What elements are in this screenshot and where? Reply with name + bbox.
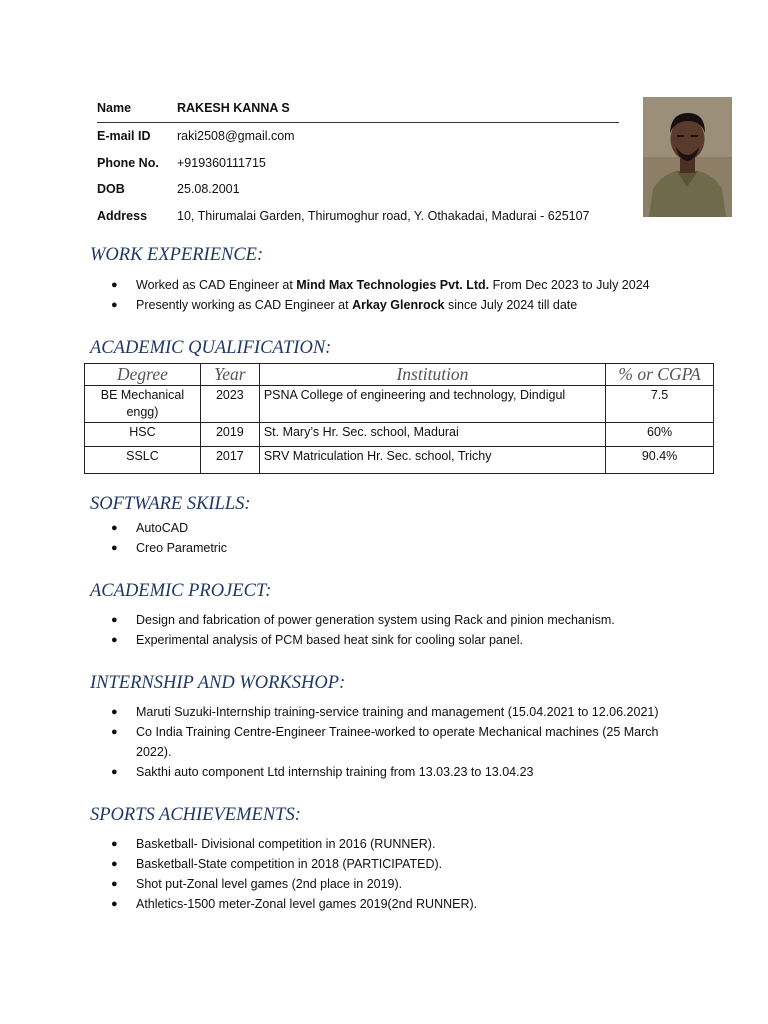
list-item: ● Athletics-1500 meter-Zonal level games 2019(2nd RUNNER). — [111, 894, 671, 914]
email-row — [97, 123, 619, 150]
list-item: ● Experimental analysis of PCM based heat sink for cooling solar panel. — [111, 630, 671, 650]
year-cell: 2019 — [200, 423, 259, 447]
list-item: ● Design and fabrication of power generation system using Rack and pinion mechanism. — [111, 610, 671, 630]
software-skills-list — [111, 518, 671, 558]
bullet-icon: ● — [111, 522, 118, 534]
name-value: RAKESH KANNA S — [177, 100, 290, 115]
software-skills-heading: SOFTWARE SKILLS: — [90, 494, 251, 514]
bullet-icon: ● — [111, 858, 118, 870]
dob-value: 25.08.2001 — [177, 182, 240, 197]
column-header: % or CGPA — [606, 364, 714, 386]
list-item: ● Presently working as CAD Engineer at Arkay Glenrock since July 2024 till date — [111, 295, 671, 315]
phone-row — [97, 150, 619, 177]
list-item: ● Basketball- Divisional competition in 2016 (RUNNER). — [111, 834, 671, 854]
institution-cell: SRV Matriculation Hr. Sec. school, Trichy — [259, 447, 605, 474]
bullet-icon: ● — [111, 542, 118, 554]
degree-cell: HSC — [85, 423, 201, 447]
name-label: Name — [97, 100, 132, 115]
academic-qualification-heading: ACADEMIC QUALIFICATION: — [90, 338, 332, 358]
table-row — [85, 423, 714, 447]
name-row — [97, 93, 619, 123]
academic-table — [84, 363, 714, 474]
list-item: ● Shot put-Zonal level games (2nd place in 2019). — [111, 874, 671, 894]
dob-row — [97, 176, 619, 203]
list-item: ● AutoCAD — [111, 518, 671, 538]
sports-achievements-list — [111, 834, 671, 914]
institution-cell: St. Mary’s Hr. Sec. school, Madurai — [259, 423, 605, 447]
address-row — [97, 203, 619, 230]
academic-project-list — [111, 610, 671, 650]
sports-achievements-heading: SPORTS ACHIEVEMENTS: — [90, 805, 301, 825]
column-header: Year — [200, 364, 259, 386]
personal-info — [97, 93, 619, 229]
dob-label: DOB — [97, 182, 125, 197]
column-header: Institution — [259, 364, 605, 386]
bullet-icon: ● — [111, 766, 118, 778]
work-experience-list — [111, 275, 671, 315]
list-item: ● Worked as CAD Engineer at Mind Max Technologies Pvt. Ltd. From Dec 2023 to July 2024 — [111, 275, 671, 295]
bullet-icon: ● — [111, 838, 118, 850]
bullet-icon: ● — [111, 706, 118, 718]
work-experience-heading: WORK EXPERIENCE: — [90, 245, 264, 265]
table-header-row — [85, 364, 714, 386]
phone-label: Phone No. — [97, 155, 159, 170]
institution-cell: PSNA College of engineering and technology, Dindigul — [259, 386, 605, 423]
internship-list — [111, 702, 676, 782]
bullet-icon: ● — [111, 878, 118, 890]
score-cell: 90.4% — [606, 447, 714, 474]
table-row — [85, 386, 714, 423]
table-row — [85, 447, 714, 474]
address-value: 10, Thirumalai Garden, Thirumoghur road, Y. Othakadai, Madurai - 625107 — [177, 208, 590, 223]
degree-cell: BE Mechanical engg) — [85, 386, 201, 423]
list-item: ● Sakthi auto component Ltd internship training from 13.03.23 to 13.04.23 — [111, 762, 676, 782]
internship-heading: INTERNSHIP AND WORKSHOP: — [90, 673, 346, 693]
email-value: raki2508@gmail.com — [177, 129, 295, 144]
list-item: ● Co India Training Centre-Engineer Trainee-worked to operate Mechanical machines (25 March 2022). — [111, 722, 676, 762]
score-cell: 60% — [606, 423, 714, 447]
address-label: Address — [97, 208, 148, 223]
list-item: ● Creo Parametric — [111, 538, 671, 558]
list-item: ● Maruti Suzuki-Internship training-service training and management (15.04.2021 to 12.06.2021) — [111, 702, 676, 722]
degree-cell: SSLC — [85, 447, 201, 474]
year-cell: 2017 — [200, 447, 259, 474]
score-cell: 7.5 — [606, 386, 714, 423]
bullet-icon: ● — [111, 898, 118, 910]
profile-photo-image — [643, 97, 732, 217]
bullet-icon: ● — [111, 634, 118, 646]
bullet-icon: ● — [111, 726, 118, 738]
bullet-icon: ● — [111, 299, 118, 311]
bullet-icon: ● — [111, 279, 118, 291]
academic-project-heading: ACADEMIC PROJECT: — [90, 581, 272, 601]
phone-value: +919360111715 — [177, 155, 266, 170]
email-label: E-mail ID — [97, 129, 151, 144]
bullet-icon: ● — [111, 614, 118, 626]
year-cell: 2023 — [200, 386, 259, 423]
list-item: ● Basketball-State competition in 2018 (PARTICIPATED). — [111, 854, 671, 874]
profile-photo — [643, 97, 732, 217]
column-header: Degree — [85, 364, 201, 386]
